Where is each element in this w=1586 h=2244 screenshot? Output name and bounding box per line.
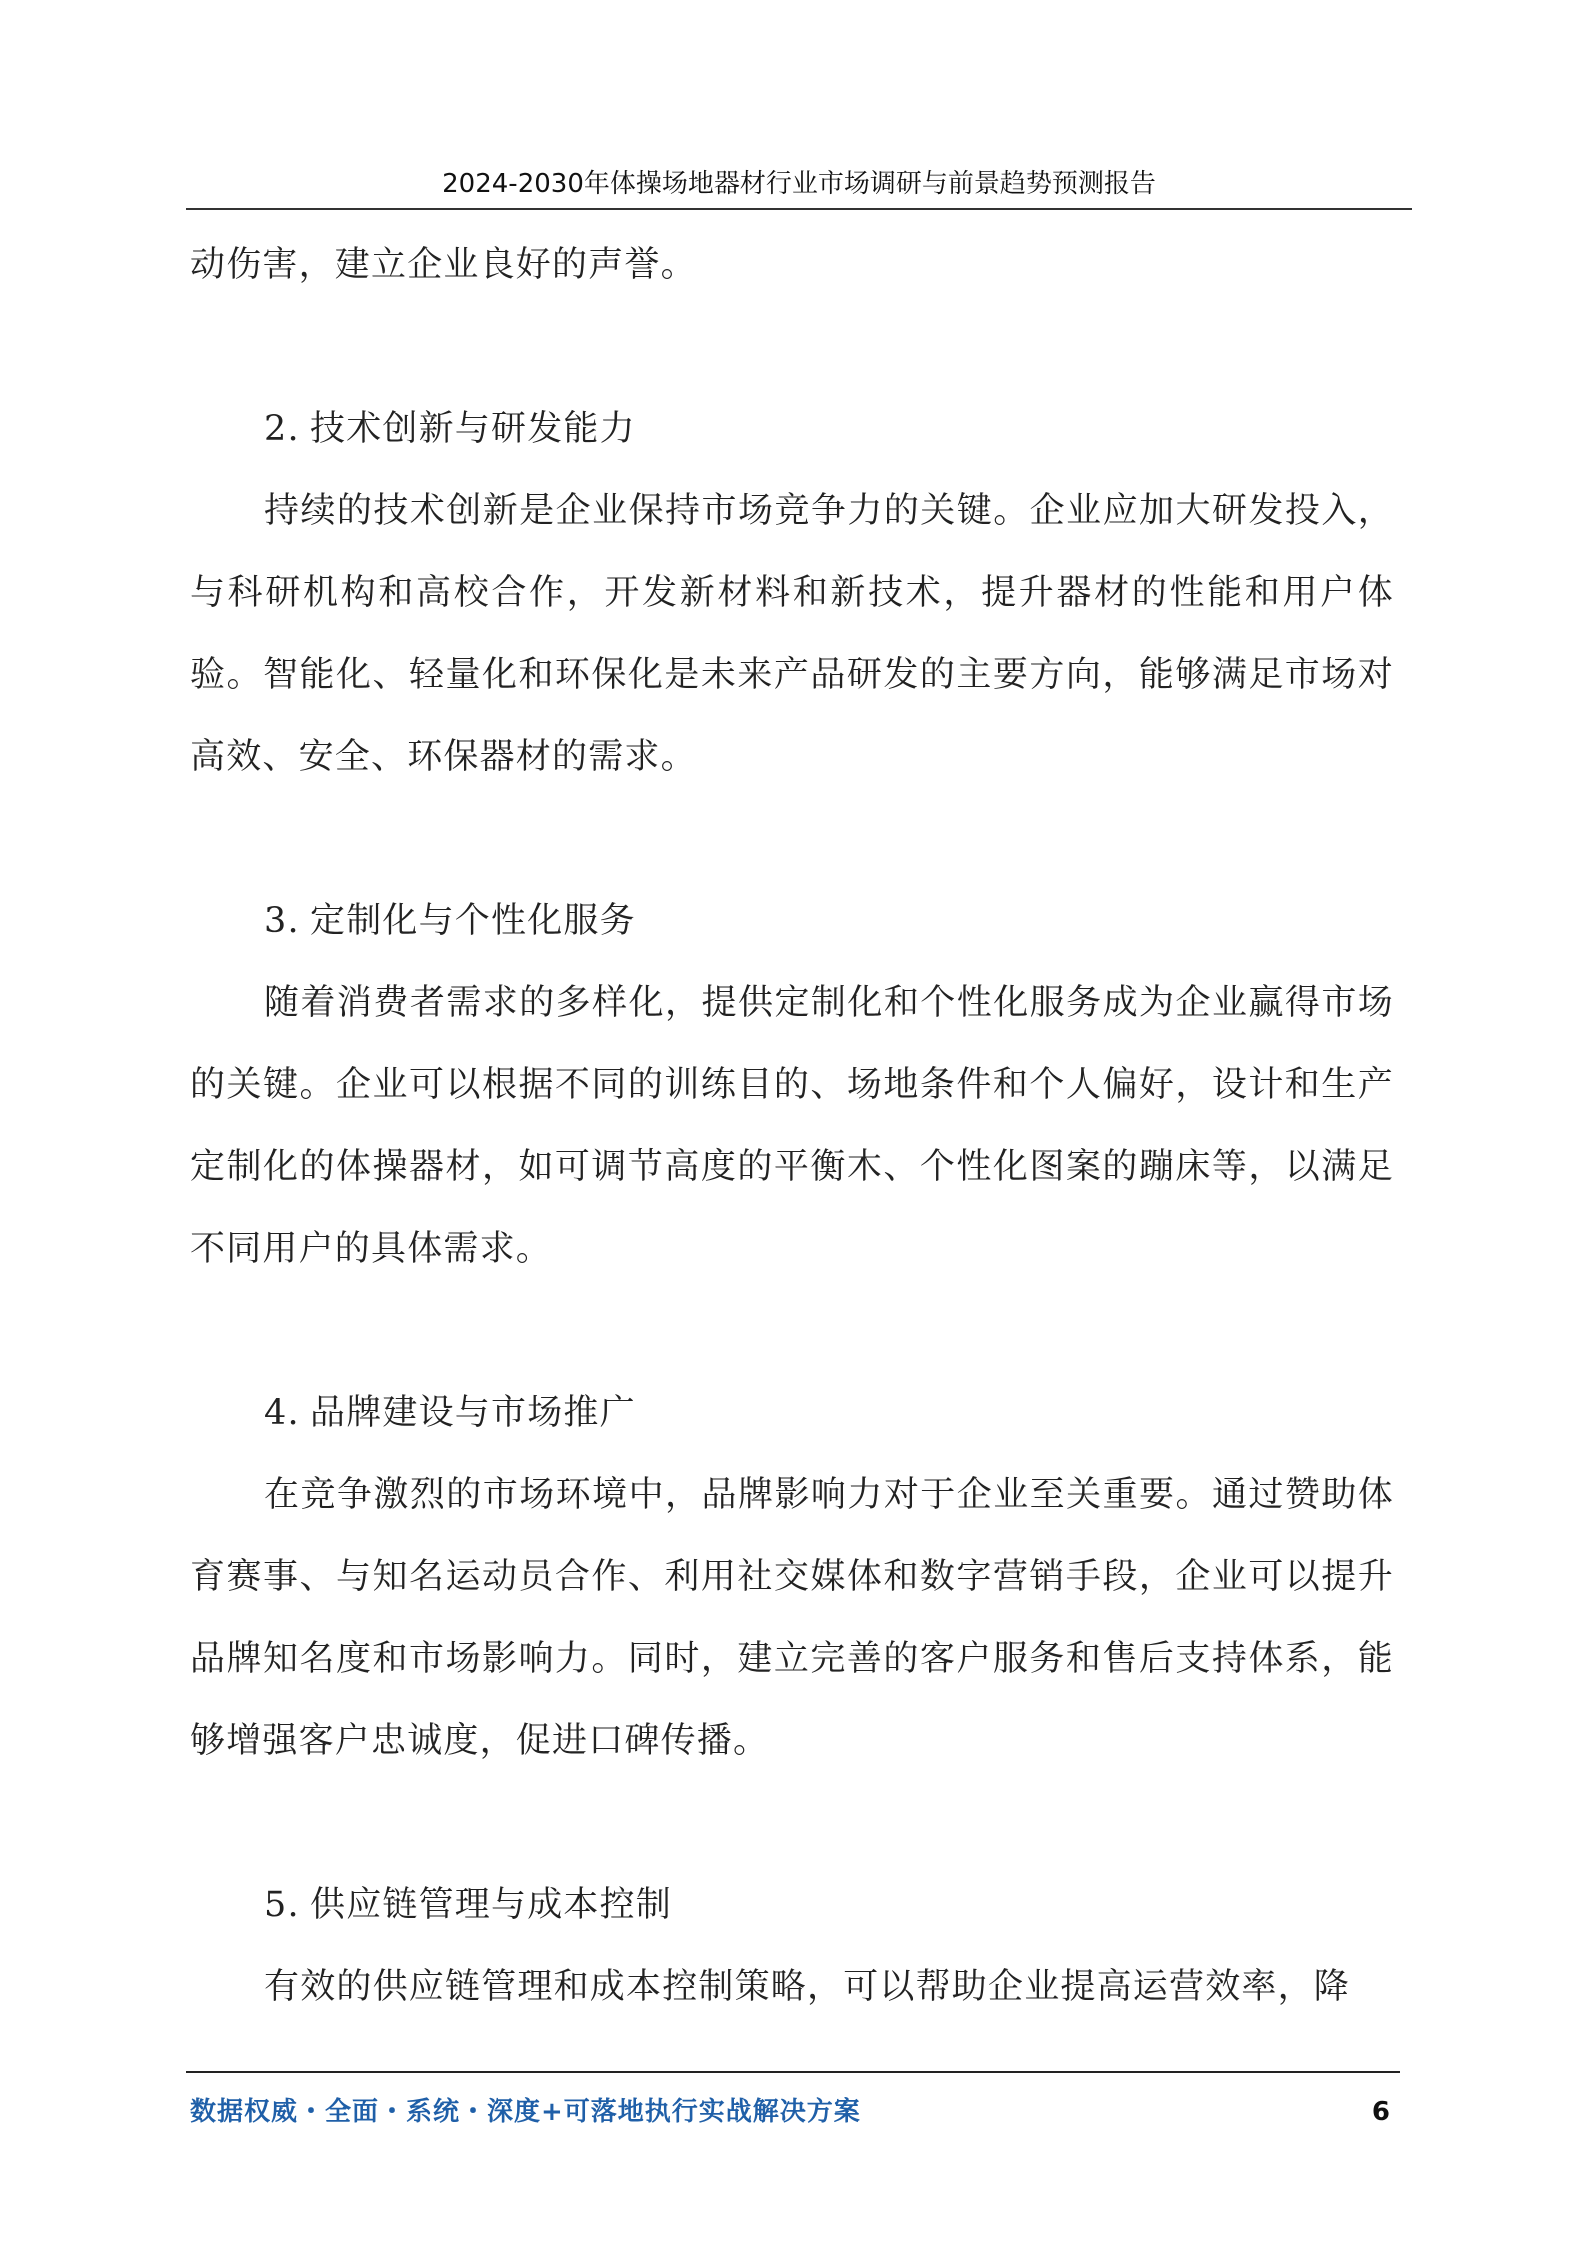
section-paragraph: 有效的供应链管理和成本控制策略，可以帮助企业提高运营效率，降 [264, 1967, 1351, 2007]
section-paragraph: 随着消费者需求的多样化，提供定制化和个性化服务成为企业赢得市场的关键。企业可以根据不同的训练目的、场地条件和个人偏好，设计和生产定制化的体操器材，如可调节高度的平衡木、个性化图案的蹦床等，以满足不同用户的具体需求。 [190, 983, 1394, 1269]
section-paragraph: 在竞争激烈的市场环境中，品牌影响力对于企业至关重要。通过赞助体育赛事、与知名运动员合作、利用社交媒体和数字营销手段，企业可以提升品牌知名度和市场影响力。同时，建立完善的客户服务和售后支持体系，能够增强客户忠诚度，促进口碑传播。 [190, 1475, 1394, 1761]
section-heading [190, 1864, 1394, 1946]
header-divider [186, 208, 1412, 210]
section-number: 2. [264, 409, 300, 449]
intro-paragraph-tail: 动伤害，建立企业良好的声誉。 [190, 245, 697, 285]
page-header-title: 2024-2030年体操场地器材行业市场调研与前景趋势预测报告 [442, 169, 1156, 199]
section-3 [190, 880, 1394, 1290]
footer-slogan: 数据权威・全面・系统・深度+可落地执行实战解决方案 [190, 2097, 861, 2127]
section-5 [190, 1864, 1394, 2028]
section-title: 定制化与个性化服务 [310, 901, 636, 941]
page-number: 6 [1371, 2097, 1390, 2127]
section-number: 4. [264, 1393, 300, 1433]
document-body [190, 224, 1394, 2028]
section-number: 3. [264, 901, 300, 941]
section-title: 技术创新与研发能力 [310, 409, 636, 449]
section-4 [190, 1372, 1394, 1782]
section-paragraph: 持续的技术创新是企业保持市场竞争力的关键。企业应加大研发投入，与科研机构和高校合作，开发新材料和新技术，提升器材的性能和用户体验。智能化、轻量化和环保化是未来产品研发的主要方向，能够满足市场对高效、安全、环保器材的需求。 [190, 491, 1394, 777]
section-title: 品牌建设与市场推广 [310, 1393, 636, 1433]
footer-divider [186, 2071, 1400, 2073]
section-2 [190, 388, 1394, 798]
section-heading [190, 388, 1394, 470]
section-heading [190, 880, 1394, 962]
section-number: 5. [264, 1885, 300, 1925]
section-title: 供应链管理与成本控制 [310, 1885, 673, 1925]
section-heading [190, 1372, 1394, 1454]
